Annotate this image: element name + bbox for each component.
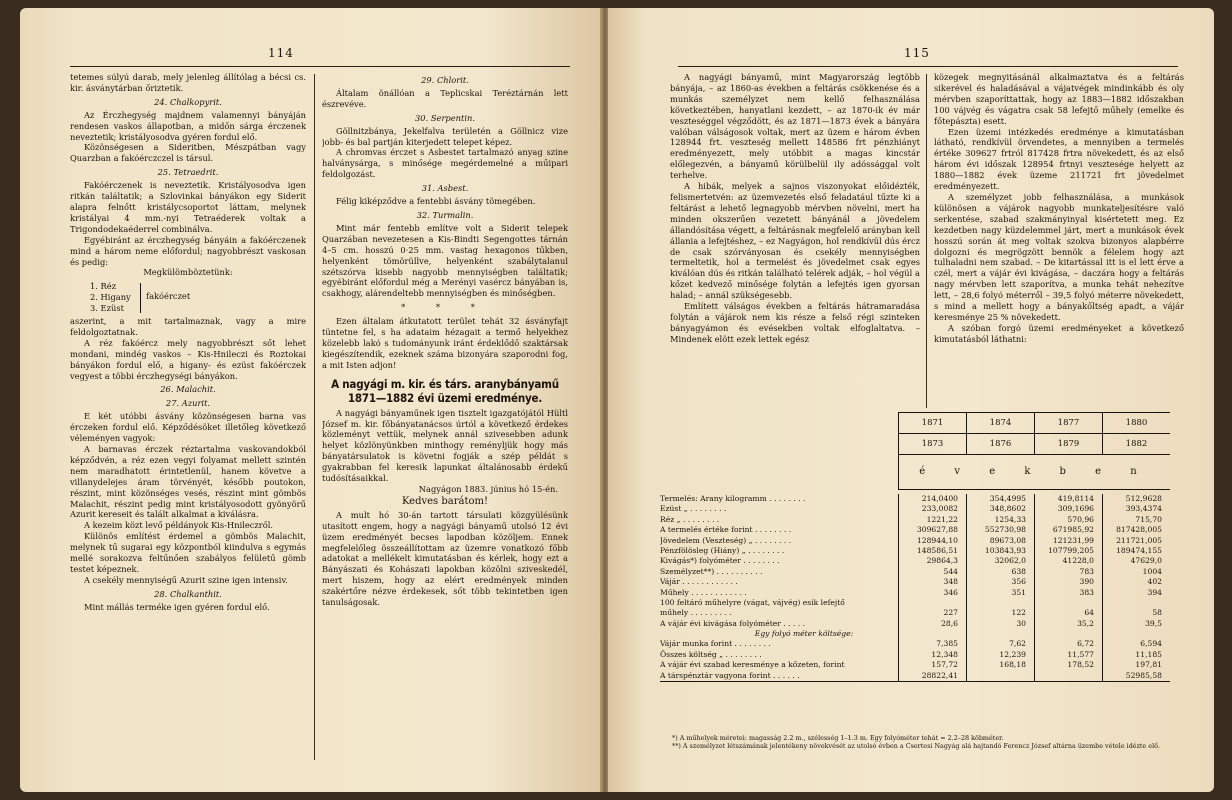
section-heading: 32. Turmalin. bbox=[416, 209, 474, 220]
table-cell: 402 bbox=[1102, 577, 1170, 587]
year-end: 1879 bbox=[1057, 439, 1080, 449]
table-cell: 41228,0 bbox=[1034, 556, 1102, 566]
table-cell: 348,8602 bbox=[966, 504, 1034, 514]
paragraph: A szóban forgó üzemi eredményeket a következő kimutatásból láthatni: bbox=[934, 322, 1184, 344]
row-label: Összes költség „ . . . . . . . . bbox=[660, 649, 762, 659]
paragraph: Az Érczhegység majdnem valamennyi bányáján rendesen vaskos állapotban, a midőn sárga érczenek neveztetik; kristályosodva gyéren fordul elő. bbox=[70, 109, 306, 142]
table-cell bbox=[1034, 598, 1102, 608]
left-column-1 bbox=[70, 72, 306, 772]
table-cell: 103843,93 bbox=[966, 546, 1034, 556]
table-cell: 107799,205 bbox=[1034, 546, 1102, 556]
row-label: Termelés: Arany kilogramm . . . . . . . . bbox=[660, 494, 806, 503]
article-title: A nagyági m. kir. és társ. aranybányamű 1871—1882 évi üzemi eredménye. bbox=[331, 376, 559, 405]
table-cell: 189474,155 bbox=[1102, 546, 1170, 556]
paragraph: A réz fakóércz mely nagyobbrészt sőt lehet mondani, mindég vaskos – Kis-Hnileczi és Roztokai bányákon fordul elő, a higany- és ezüst fakóérczek vegyest a többi érczhegységi bányákon. bbox=[70, 337, 306, 381]
table-cell: 148586,51 bbox=[898, 546, 966, 556]
paragraph: Mint mállás terméke igen gyéren fordul elő. bbox=[84, 601, 270, 612]
year-column bbox=[1102, 413, 1170, 454]
page-number-right: 115 bbox=[904, 46, 930, 60]
row-label: Jövedelem (Veszteség) „ . . . . . . . . bbox=[660, 535, 792, 545]
year-column bbox=[1034, 413, 1102, 454]
table-cell: 309627,88 bbox=[898, 525, 966, 535]
table-cell: 178,52 bbox=[1034, 660, 1102, 670]
section-heading: 31. Asbest. bbox=[421, 183, 469, 194]
table-cell: 309,1696 bbox=[1034, 504, 1102, 514]
table-cell: 512,9628 bbox=[1102, 494, 1170, 504]
table-row bbox=[660, 588, 1170, 598]
table-cell: 11,577 bbox=[1034, 650, 1102, 660]
section-heading: 24. Chalkopyrit. bbox=[154, 96, 222, 107]
table-cell: 348 bbox=[898, 577, 966, 587]
ore-list bbox=[90, 281, 306, 314]
row-label: A vájár évi kivágása folyóméter . . . . . bbox=[660, 618, 806, 628]
table-row bbox=[660, 536, 1170, 546]
table-cell: 356 bbox=[966, 577, 1034, 587]
paragraph: A chromvas érczet s Asbestet tartalmazó anyag szine halványsárga, s minősége megérdemelné a műipari feldolgozást. bbox=[322, 147, 568, 180]
right-column-1 bbox=[670, 72, 920, 410]
year-column bbox=[898, 413, 966, 454]
paragraph: aszerint, a mit tartalmaznak, vagy a mire feldolgoztatnak. bbox=[70, 316, 306, 337]
section-heading: 29. Chlorit. bbox=[421, 75, 469, 85]
table-cell: 351 bbox=[966, 588, 1034, 598]
table-cell bbox=[966, 629, 1034, 639]
table-cell: 28822,41 bbox=[898, 671, 966, 681]
paragraph: A mult hó 30-án tartott társulati közgyülésünk utasított engem, hogy a nagyági bányamű utolsó 12 évi üzem eredményét becses lapodban közöljem. Ennek megfelelőleg összeállítottam az üzemre vonatkozó főbb adatokat a mellékelt kimutatásban és kérlek, hogy ezt a Bányászati és Kohászati lapokban közölni sziveskedél, mert hiszem, hogy az elért eredmények minden szakértőre nézve érdekesek, sőt több tekintetben igen tanulságosak. bbox=[322, 509, 568, 608]
paragraph: A kezeim közt levő példányok Kis-Hnileczről. bbox=[84, 520, 274, 531]
section-heading: 30. Serpentin. bbox=[415, 112, 475, 123]
table-evekben-header: é v e k b e n bbox=[898, 455, 1170, 490]
paragraph: A nagyági bányaműnek igen tisztelt igazgatójától Hültl József m. kir. főbányatanácsos úrtól a következő érdekes közleményt vettük, melynek annál szivesebben adunk helyet közlönyünkben minthogy reményljük hogy más bányatársulatok is követni fogják a szép példát s gyakrabban fel keresik lapunkat általánosabb érdekű tudósításaikkal. bbox=[322, 407, 568, 484]
table-cell: 817428,005 bbox=[1102, 525, 1170, 535]
table-cell: 227 bbox=[898, 608, 966, 618]
left-column-2 bbox=[322, 72, 568, 772]
table-cell: 39,5 bbox=[1102, 619, 1170, 629]
row-label: Személyzet**) . . . . . . . . . . bbox=[660, 566, 763, 576]
table-cell: 390 bbox=[1034, 577, 1102, 587]
column-rule bbox=[926, 74, 927, 408]
list-label: fakóérczet bbox=[146, 291, 191, 302]
table-cell: 47629,0 bbox=[1102, 556, 1170, 566]
table-cell bbox=[898, 598, 966, 608]
year-column bbox=[966, 413, 1034, 454]
table-cell: 1004 bbox=[1102, 567, 1170, 577]
table-cell bbox=[966, 598, 1034, 608]
row-label: A vájár évi szabad keresménye a kőzeten, forint bbox=[660, 660, 845, 670]
table-cell: 383 bbox=[1034, 588, 1102, 598]
table-cell: 58 bbox=[1102, 608, 1170, 618]
row-label: műhely . . . . . . . . . bbox=[660, 608, 732, 618]
row-label: A társpénztár vagyona forint . . . . . . bbox=[660, 670, 800, 680]
table-cell: 544 bbox=[898, 567, 966, 577]
table-row bbox=[660, 619, 1170, 629]
row-label: Egy folyó méter költsége: bbox=[754, 629, 854, 639]
table-cell: 157,72 bbox=[898, 660, 966, 670]
table-cell: 1254,33 bbox=[966, 515, 1034, 525]
table-cell: 35,2 bbox=[1034, 619, 1102, 629]
table-row bbox=[660, 598, 1170, 608]
table-cell: 211721,005 bbox=[1102, 536, 1170, 546]
list-item: 3. Ezüst bbox=[90, 303, 124, 314]
year-end: 1882 bbox=[1125, 439, 1148, 449]
table-cell: 121231,99 bbox=[1034, 536, 1102, 546]
table-cell: 122 bbox=[966, 608, 1034, 618]
table-cell bbox=[898, 629, 966, 639]
table-row bbox=[660, 494, 1170, 504]
table-cell: 32062,0 bbox=[966, 556, 1034, 566]
paragraph: Ezen általam átkutatott terület tehát 32 ásványfajt tüntetne fel, s ha adataim hézagait a termő helyekhez közelebb lakó s tudományunk iránt érdeklődő szaktársak kiegészítendik, ezeknek száma bizonyára szaporodni fog, a mit Isten adjon! bbox=[322, 316, 568, 370]
table-row bbox=[660, 546, 1170, 556]
paragraph: Göllnitzbánya, Jekelfalva területén a Göllnicz vize jobb- és bal partján kiterjedett telepet képez. bbox=[322, 125, 568, 147]
table-cell: 783 bbox=[1034, 567, 1102, 577]
table-row bbox=[660, 567, 1170, 577]
year-end: 1873 bbox=[921, 439, 944, 449]
letter-date: Nagyágon 1883. június hó 15-én. bbox=[418, 484, 558, 494]
table-cell: 419,8114 bbox=[1034, 494, 1102, 504]
table-cell: 52985,58 bbox=[1102, 671, 1170, 681]
table-year-header bbox=[898, 412, 1170, 455]
table-cell: 197,81 bbox=[1102, 660, 1170, 670]
paragraph: Különös említést érdemel a gömbös Malachit, melynek tű sugarai egy központból kiindulva s egymás mellé sorakozva feltűnően szabályos felületű gömb testet képeznek. bbox=[70, 531, 306, 574]
table-cell: 89673,08 bbox=[966, 536, 1034, 546]
table-cell: 570,96 bbox=[1034, 515, 1102, 525]
table-cell bbox=[966, 671, 1034, 681]
paragraph: Általam önállóan a Teplicskai Teréztárnán lett észrevéve. bbox=[322, 87, 568, 109]
table-row bbox=[660, 671, 1170, 681]
paragraph: A hibák, melyek a sajnos viszonyokat előidézték, felismertetvén: az üzemvezetés első feladatául tűzte ki a feltárást a lehető legnagyobb mérvben növelni, mert ha minden okszerűen vezetett bányánál a jövedelem állandósítása végett, a feltárásnak megfelelő arányban kell állania a lefejtéshez, – ez Nagyágon, hol rendkívül dús ércz de csak szórványosan és csekély mennyiségben termeltetik, hol a termelést és jövedelmet csak egyes kiválóan dús és ritkán található telérek adják, – hol végül a kőzet kedvező minősége folytán a lefejtés igen gyorsan halad; – annál szükségesebb. bbox=[670, 181, 920, 301]
table-cell: 64 bbox=[1034, 608, 1102, 618]
row-label: A termelés értéke forint . . . . . . . . bbox=[660, 525, 792, 535]
letter-salutation: Kedves barátom! bbox=[401, 495, 489, 507]
page-number-left: 114 bbox=[268, 46, 294, 60]
section-separator-stars: * * * bbox=[401, 302, 489, 313]
table-body bbox=[660, 490, 1170, 682]
section-heading: 25. Tetraedrit. bbox=[157, 167, 219, 178]
results-table bbox=[660, 412, 1170, 682]
table-cell: 12,239 bbox=[966, 650, 1034, 660]
table-row bbox=[660, 660, 1170, 670]
row-label: 100 feltáró műhelyre (vágat, vájvég) esik lefejtő bbox=[660, 597, 845, 607]
paragraph: A csekély mennyiségű Azurit szine igen intensiv. bbox=[84, 574, 288, 585]
list-item: 2. Higany bbox=[90, 292, 131, 303]
year-end: 1876 bbox=[989, 439, 1012, 449]
table-cell: 7,385 bbox=[898, 639, 966, 649]
table-cell: 6,72 bbox=[1034, 639, 1102, 649]
table-cell: 638 bbox=[966, 567, 1034, 577]
row-label: Kivágás*) folyóméter . . . . . . . . bbox=[660, 556, 780, 566]
paragraph: Félig kiképződve a fentebbi ásvány tömegében. bbox=[336, 196, 536, 207]
table-row bbox=[660, 639, 1170, 649]
paragraph: közegek megnyitásánál alkalmaztatva és a feltárás sikerével és haladásával a vájatvégek mindinkább és oly mérvben szaporíttattak, hogy az 1883—1882 időszakban 100 vájvég és vágatra csak 58 lefejtő műhely (emelke és főtepászta) esett. bbox=[934, 72, 1184, 126]
table-cell: 1221,22 bbox=[898, 515, 966, 525]
paragraph: Fakóérczenek is neveztetik. Kristályosodva igen ritkán találtatik; a Szlovinkai bányákon egy Siderit alapra felnőtt kristálycsoportot láttam, melynek kristályai 4 mm.-nyi Tetraéderek voltak a Trigondodekaéderrel combinálva. bbox=[70, 180, 306, 234]
table-cell: 394 bbox=[1102, 588, 1170, 598]
section-heading: 26. Malachit. bbox=[160, 384, 216, 395]
row-label: Ezüst „ . . . . . . . . bbox=[660, 504, 727, 514]
footnotes bbox=[660, 734, 1170, 750]
table-cell: 354,4995 bbox=[966, 494, 1034, 504]
header-rule-left bbox=[70, 66, 570, 67]
table-cell: 233,0082 bbox=[898, 504, 966, 514]
row-label: Műhely . . . . . . . . . . . . bbox=[660, 587, 747, 597]
paragraph: Mint már fentebb említve volt a Siderit telepek Quarzában nevezetesen a Kis-Bindti Segengottes tárnán 4–5 cm. hosszú 0·25 mm. vastag hexagonos tűkben, helyenként tömörüllve, helyenként szabálytalanul szétszórva kisebb nagyobb mennyiségben találtatik; egyébiránt előfordul még a Merényi vasércz bányában is, csakhogy, alárendeltebb mennyiségben és minőségben. bbox=[322, 222, 568, 299]
table-cell: 168,18 bbox=[966, 660, 1034, 670]
footnote: **) A személyzet létszámának jelentékeny növekvését az utolsó évben a Csertesi Nagyág alá hajtandó Ferencz József altárna üzembe vétele idézte elő. bbox=[672, 742, 1161, 750]
footnote: *) A műhelyek méretei: magasság 2.2 m., szélesség 1–1.3 m. Egy folyóméter tehát = 2.2–28 köbméter. bbox=[672, 734, 1004, 742]
table-cell: 346 bbox=[898, 588, 966, 598]
row-label: Pénzfölösleg (Hiány) „ . . . . . . . . bbox=[660, 545, 785, 555]
row-label: Vájár munka forint . . . . . . . . bbox=[660, 639, 771, 649]
left-page bbox=[20, 8, 602, 792]
table-row bbox=[660, 504, 1170, 514]
section-heading: 28. Chalkanthit. bbox=[154, 588, 222, 599]
table-cell: 29864,3 bbox=[898, 556, 966, 566]
year-start: 1877 bbox=[1035, 413, 1102, 434]
table-cell bbox=[1102, 598, 1170, 608]
table-cell: 11,185 bbox=[1102, 650, 1170, 660]
list-brace bbox=[140, 283, 141, 313]
row-label: Réz „ . . . . . . . . bbox=[660, 514, 720, 524]
table-cell: 30 bbox=[966, 619, 1034, 629]
right-page bbox=[608, 8, 1214, 792]
table-cell bbox=[1034, 629, 1102, 639]
column-rule bbox=[314, 74, 315, 760]
paragraph: tetemes súlyú darab, mely jelenleg állítólag a bécsi cs. kir. ásványtárban őriztetik. bbox=[70, 72, 306, 93]
row-label: Vájár . . . . . . . . . . . . bbox=[660, 577, 738, 587]
paragraph: A személyzet jobb felhasználása, a munkások különösen a vájárok nagyobb munkateljesítésre való serkentése, szabad szakmányinyal kisértetett meg. Ez kezdetben nagy küzdelemmel járt, mert a munkások évek hosszú során át meg voltak szokva bizonyos alapbérre dolgozni és megrögzött bennök a félelem hogy azt tulhaladni nem szabad. – De kitartással itt is el lett érve a czél, mert a vájár évi kivágása, – daczára hogy a feltárás nagy mérvben lett szaporítva, a munka tehát nehezítve lett, – 28,6 folyó méterről – 39,5 folyó méterre növekedett, s mind a mellett hogy a bányakőltség apadt, a vájár keresménye 25 % növekedett. bbox=[934, 191, 1184, 322]
table-cell: 393,4374 bbox=[1102, 504, 1170, 514]
table-cell: 128944,10 bbox=[898, 536, 966, 546]
paragraph: A barnavas érczek réztartalma vaskovandokból képződvén, a réz ezen vegyi folyamat mellett szintén nem maradhatott érintetlenül, hanem követve a villanydelejes áram törvényét, később poutokon, részint, mint közönséges vesés, részint mint gömbös Malachit, részint pedig mint kristályosodott gyönyörű Azurit kereseit és talált alkalmat a kiválásra. bbox=[70, 444, 306, 520]
year-start: 1874 bbox=[967, 413, 1034, 434]
table-cell: 671985,92 bbox=[1034, 525, 1102, 535]
paragraph: E két utóbbi ásvány közönségesen barna vas érczeken fordul elő. Képződésöket illetőleg következő véleményen vagyok: bbox=[70, 411, 306, 444]
paragraph: Egyébiránt az érczhegység bányáin a fakóérczenek mind a három neme előfordul; nagyobbrészt vaskosan és pedig: bbox=[70, 234, 306, 267]
header-rule-right bbox=[678, 66, 1178, 67]
table-cell: 715,70 bbox=[1102, 515, 1170, 525]
table-cell: 552730,98 bbox=[966, 525, 1034, 535]
paragraph: Közönségesen a Sideritben, Mészpátban vagy Quarzban a fakóérczczel is társul. bbox=[70, 142, 306, 164]
paragraph: Említett válságos években a feltárás hátramaradása folytán a vájárok nem kis része a felső régi szinteken bányagyámon és evésekben voltak elfoglaltatva. – Mindenek elött ezek lettek egész bbox=[670, 301, 920, 344]
table-row bbox=[660, 556, 1170, 566]
year-start: 1871 bbox=[899, 413, 966, 434]
table-row bbox=[660, 515, 1170, 525]
table-cell: 6,594 bbox=[1102, 639, 1170, 649]
year-start: 1880 bbox=[1103, 413, 1170, 434]
table-cell bbox=[1102, 629, 1170, 639]
paragraph: Ezen üzemi intézkedés eredménye a kimutatásban látható, rendkívül örvendetes, a mennyiben a termelés értéke 309627 frtról 817428 frtra növekedett, és az első három évi időszak 128954 frtnyi vesztesége helyett az 1880—1882 évek üzeme 211721 frt jövedelmet eredményezett. bbox=[934, 126, 1184, 192]
table-cell bbox=[1034, 671, 1102, 681]
table-cell: 28,6 bbox=[898, 619, 966, 629]
table-cell: 12,348 bbox=[898, 650, 966, 660]
list-item: 1. Réz bbox=[90, 281, 117, 292]
table-row bbox=[660, 525, 1170, 535]
table-row bbox=[660, 629, 1170, 639]
table-cell: 214,0400 bbox=[898, 494, 966, 504]
table-row bbox=[660, 650, 1170, 660]
paragraph: A nagyági bányamű, mint Magyarország legtöbb bányája, – az 1860-as években a feltárás csökkenése és a munkás személyzet nem kellő felhasználása következtében, hanyatlani kezdett, – az 1870-ik év már veszteséggel végződött, és az 1871—1873 évek a bányára valóban válságosok voltak, mert az üzem e három évben 128944 frt. veszteség mellett 148586 frt pénzhiányt eredményezett, mely utóbbit a magas kincstár előlegezvén, a bányamű körülbelül ily adóssággal volt terhelve. bbox=[670, 72, 920, 181]
table-cell: 7,62 bbox=[966, 639, 1034, 649]
paragraph-centered: Megkülömböztetünk: bbox=[143, 267, 233, 278]
table-row bbox=[660, 577, 1170, 587]
right-column-2 bbox=[934, 72, 1184, 410]
table-row bbox=[660, 608, 1170, 618]
section-heading: 27. Azurit. bbox=[165, 398, 211, 409]
